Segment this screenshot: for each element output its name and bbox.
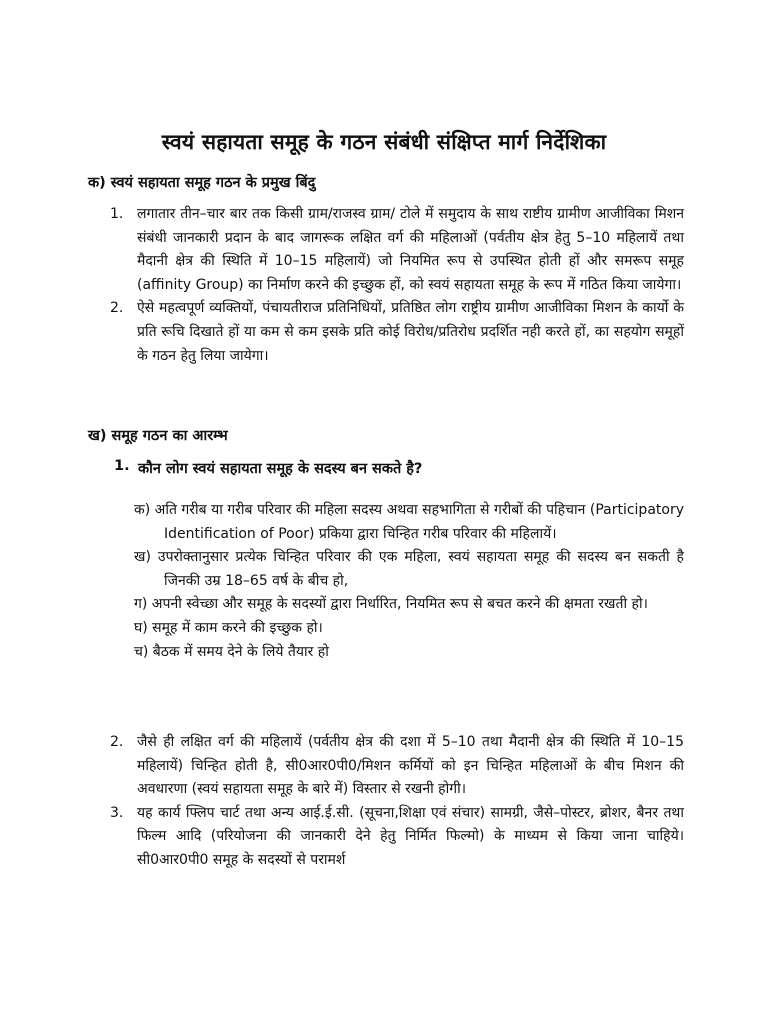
page-title: स्वयं सहायता समूह के गठन संबंधी संक्षिप्त मार्ग निर्देशिका	[161, 130, 607, 154]
eligibility-item: च) बैठक में समय देने के लिये तैयार हो	[134, 643, 329, 660]
eligibility-item: क) अति गरीब या गरीब परिवार की महिला सदस्य अथवा सहभागिता से गरीबों की पहिचान (Participatory Identification of Poor) प्रकिया द्वारा चिन्हित गरीब परिवार की महिलायें।	[134, 502, 684, 542]
item-text: जैसे ही लक्षित वर्ग की महिलायें (पर्वतीय क्षेत्र की दशा में 5–10 तथा मैदानी क्षेत्र की स्थिति में 10–15 महिलायें) चिन्हित होती है, सी0आर0पी0/मिशन कर्मियों को इन चिन्हित महिलाओं के बीच मिशन की अवधारणा (स्वयं सहायता समूह के बारे में) विस्तार से रखनी होगी।	[137, 734, 684, 798]
section-b-list	[110, 731, 684, 873]
list-item	[110, 203, 684, 297]
item-number: 1.	[110, 206, 124, 222]
eligibility-list	[134, 499, 684, 664]
item-number: 3.	[110, 804, 124, 821]
section-a-heading: क) स्वयं सहायता समूह गठन के प्रमुख बिंदु	[88, 175, 316, 191]
list-item	[110, 297, 684, 368]
section-a-list	[110, 203, 684, 368]
item-text: लगातार तीन–चार बार तक किसी ग्राम/राजस्व ग्राम/ टोले में समुदाय के साथ राष्टीय ग्रामीण आजीविका मिशन संबंधी जानकारी प्रदान के बाद जागरूक लक्षित वर्ग की महिलाओं (पर्वतीय क्षेत्र हेतु 5–10 महिलायें तथा मैदानी क्षेत्र की स्थिति में 10–15 महिलायें) जो नियमित रूप से उपस्थित होती हों और समरूप समूह (affinity Group) का निर्माण करने की इच्छुक हों, को स्वयं सहायता समूह के रूप में गठित किया जायेगा।	[137, 206, 684, 293]
eligibility-item: ख) उपरोक्तानुसार प्रत्येक चिन्हित परिवार की एक महिला, स्वयं सहायता समूह की सदस्य बन सकती है जिनकी उम्र 18–65 वर्ष के बीच हो,	[134, 549, 684, 589]
eligibility-item: घ) समूह में काम करने की इच्छुक हो।	[134, 619, 323, 636]
section-b-heading: ख) समूह गठन का आरम्भ	[88, 428, 228, 444]
item-number: 2.	[110, 300, 124, 317]
item-text: यह कार्य फ्लिप चार्ट तथा अन्य आई.ई.सी. (सूचना,शिक्षा एवं संचार) सामग्री, जैसे–पोस्टर, ब्रोशर, बैनर तथा फिल्म आदि (परियोजना की जानकारी देने हेतु निर्मित फिल्मो) के माध्यम से किया जाना चाहिये। सी0आर0पी0 समूह के सदस्यों से परामर्श	[137, 804, 684, 868]
list-item	[110, 731, 684, 802]
eligibility-item: ग) अपनी स्वेच्छा और समूह के सदस्यों द्वारा निर्धारित, नियमित रूप से बचत करने की क्षमता रखती हो।	[134, 596, 648, 613]
question-text: कौन लोग स्वयं सहायता समूह के सदस्य बन सकते है?	[138, 461, 423, 477]
question-heading	[114, 458, 684, 478]
list-item	[110, 802, 684, 873]
item-number: 2.	[110, 734, 124, 750]
question-number: 1.	[114, 458, 130, 474]
item-text: ऐसे महत्वपूर्ण व्यक्तियों, पंचायतीराज प्रतिनिधियों, प्रतिष्ठित लोग राष्ट्रीय ग्रामीण आजीविका मिशन के कार्यो के प्रति रूचि दिखाते हों या कम से कम इसके प्रति कोई विरोध/प्रतिरोध प्रदर्शित नही करते हों, का सहयोग समूहों के गठन हेतु लिया जायेगा।	[137, 300, 684, 364]
